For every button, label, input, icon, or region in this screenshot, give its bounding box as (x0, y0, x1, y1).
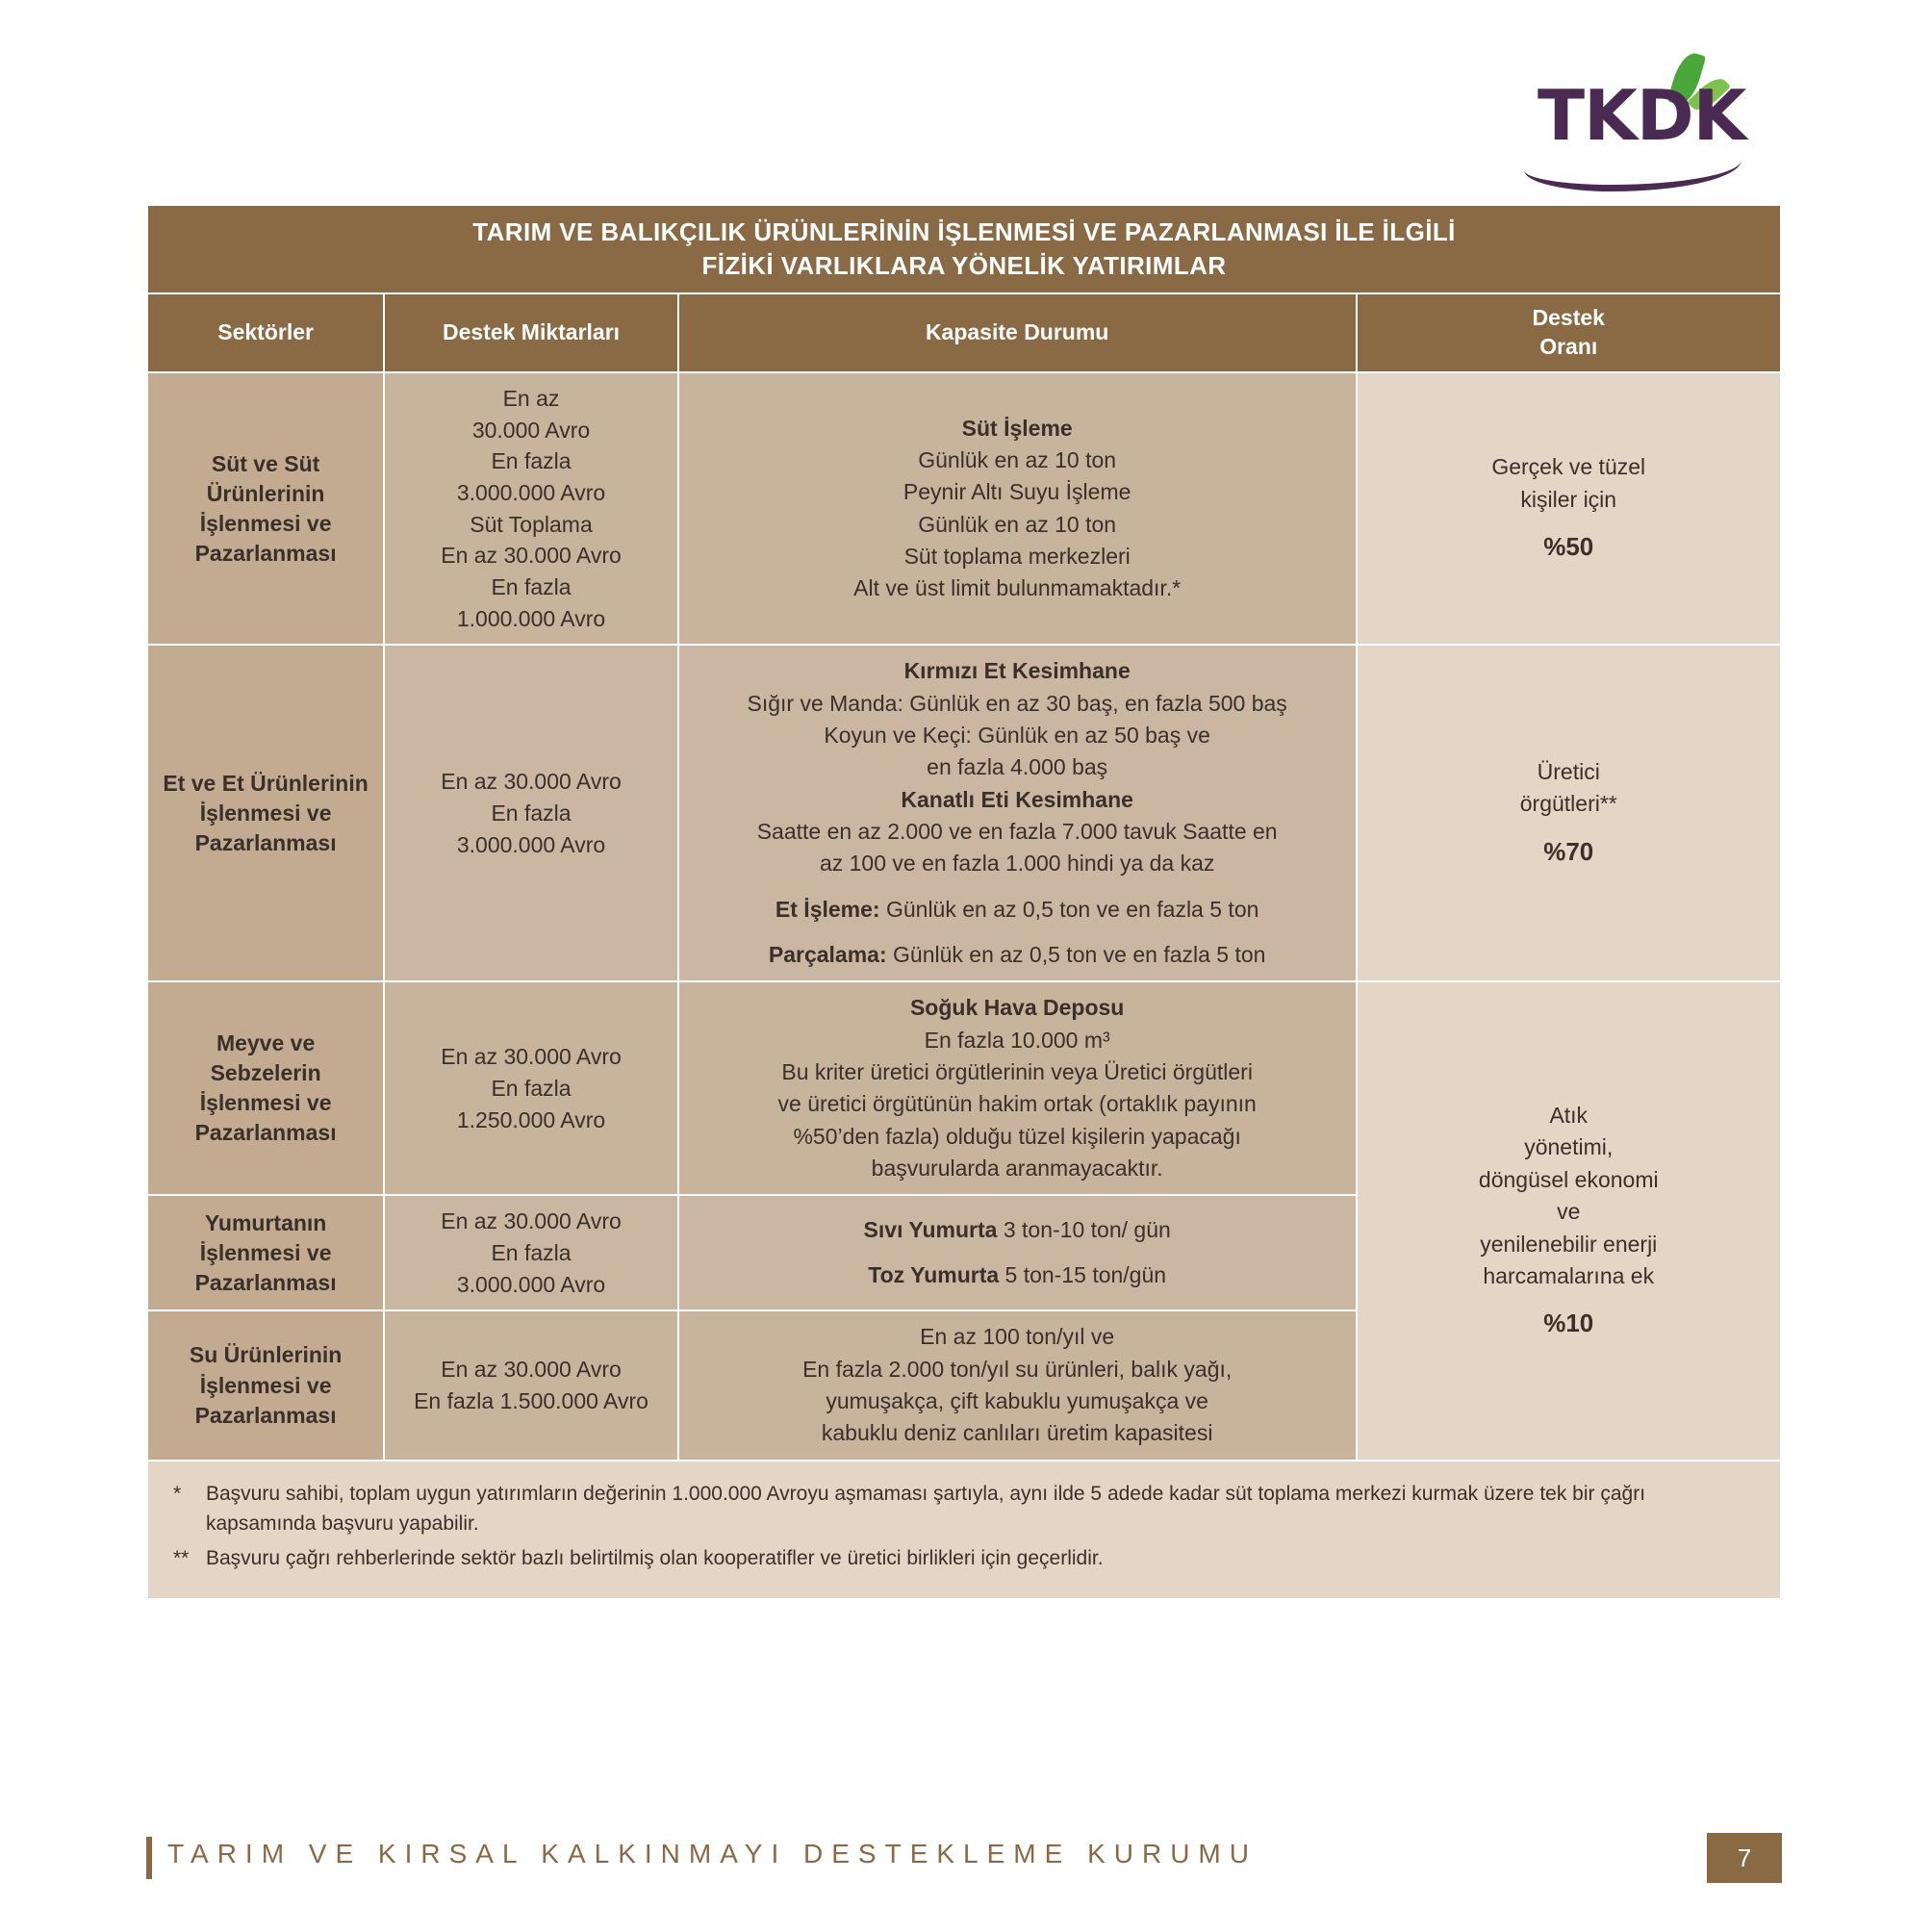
capacity-item-text: Günlük en az 0,5 ton ve en fazla 5 ton (886, 941, 1266, 967)
capacity-item-text: Günlük en az 0,5 ton ve en fazla 5 ton (879, 896, 1259, 922)
row-sector-fruit-veg: Meyve ve Sebzelerin İşlenmesi ve Pazarlanması (147, 981, 384, 1195)
amount-line: En fazla (491, 1076, 572, 1102)
table-title (147, 205, 1781, 293)
capacity-line: kabuklu deniz canlıları üretim kapasitesi (821, 1420, 1213, 1446)
footnote-text: Başvuru çağrı rehberlerinde sektör bazlı belirtilmiş olan kooperatifler ve üretici birlikleri için geçerlidir. (206, 1546, 1104, 1569)
footer-organization: TARIM VE KIRSAL KALKINMAYI DESTEKLEME KURUMU (167, 1839, 1258, 1868)
tkdk-logo (1530, 46, 1761, 181)
capacity-heading: Soğuk Hava Deposu (909, 995, 1125, 1021)
footnote-marker: ** (173, 1546, 190, 1569)
rate-value-70: %70 (1543, 836, 1594, 866)
amount-line: 3.000.000 Avro (456, 479, 606, 505)
row-amount-egg (384, 1195, 678, 1310)
footnote-item (173, 1479, 1755, 1539)
rate-line: Üretici (1537, 759, 1600, 785)
capacity-item-text: 3 ton-10 ton/ gün (997, 1217, 1171, 1243)
amount-line: Süt Toplama (470, 511, 593, 537)
capacity-line: başvurularda aranmayacaktır. (871, 1156, 1163, 1182)
rate-block-real-persons (1357, 372, 1782, 645)
capacity-heading: Kırmızı Et Kesimhane (903, 658, 1131, 684)
capacity-line: Bu kriter üretici örgütlerinin veya Üretici örgütleri (781, 1059, 1253, 1084)
amount-line: En fazla 1.500.000 Avro (414, 1388, 648, 1414)
capacity-line: Peynir Altı Suyu İşleme (902, 479, 1131, 505)
row-sector-meat: Et ve Et Ürünlerinin İşlenmesi ve Pazarlanması (147, 645, 384, 981)
table-footnotes (146, 1462, 1782, 1601)
row-capacity-fruit-veg (678, 981, 1357, 1195)
rate-line: kişiler için (1520, 486, 1617, 512)
capacity-line: Saatte en az 2.000 ve en fazla 7.000 tavuk Saatte en (756, 818, 1278, 844)
table-title-line2: FİZİKİ VARLIKLARA YÖNELİK YATIRIMLAR (701, 251, 1227, 281)
logo-wordmark: TKDK (1538, 75, 1746, 156)
capacity-line: En az 100 ton/yıl ve (920, 1324, 1115, 1350)
amount-line: 3.000.000 Avro (456, 1271, 606, 1297)
table-row (147, 645, 1781, 981)
amount-line: 3.000.000 Avro (456, 831, 606, 857)
column-header-sector: Sektörler (147, 293, 384, 372)
rate-value-10: %10 (1543, 1309, 1594, 1338)
rate-line: yenilenebilir enerji (1480, 1231, 1658, 1257)
amount-line: En az 30.000 Avro (441, 1044, 622, 1070)
capacity-line: yumuşakça, çift kabuklu yumuşakça ve (826, 1388, 1208, 1414)
page-footer (146, 1833, 1782, 1885)
capacity-line: Günlük en az 10 ton (918, 446, 1117, 472)
amount-line: 1.250.000 Avro (456, 1106, 606, 1132)
capacity-item-text: 5 ton-15 ton/gün (999, 1262, 1167, 1288)
footer-accent-bar (146, 1837, 152, 1879)
row-sector-fishery: Su Ürünlerinin İşlenmesi ve Pazarlanması (147, 1310, 384, 1460)
capacity-line: En fazla 10.000 m³ (924, 1027, 1110, 1053)
rate-line: yönetimi, (1524, 1134, 1614, 1160)
row-capacity-milk (678, 372, 1357, 645)
capacity-line: en fazla 4.000 baş (927, 754, 1108, 780)
capacity-heading: Kanatlı Eti Kesimhane (901, 786, 1133, 812)
row-capacity-egg (678, 1195, 1357, 1310)
table-title-line1: TARIM VE BALIKÇILIK ÜRÜNLERİNİN İŞLENMESİ VE PAZARLANMASI İLE İLGİLİ (472, 217, 1456, 246)
capacity-line: %50’den fazla) olduğu tüzel kişilerin yapacağı (793, 1123, 1241, 1149)
rate-line: Atık (1549, 1103, 1589, 1129)
column-header-rate (1357, 293, 1782, 372)
capacity-heading: Süt İşleme (961, 415, 1073, 441)
row-capacity-fishery (678, 1310, 1357, 1460)
rate-line: döngüsel ekonomi (1478, 1166, 1659, 1192)
footnote-marker: * (173, 1482, 182, 1505)
capacity-item-label: Toz Yumurta (868, 1262, 1000, 1288)
amount-line: En az 30.000 Avro (441, 1208, 622, 1234)
amount-line: En fazla (491, 1240, 572, 1266)
column-header-rate-line2: Oranı (1539, 334, 1598, 360)
table-row (147, 372, 1781, 645)
table-row (147, 981, 1781, 1195)
row-sector-milk: Süt ve Süt Ürünlerinin İşlenmesi ve Pazarlanması (147, 372, 384, 645)
capacity-line: Koyun ve Keçi: Günlük en az 50 baş ve (824, 722, 1210, 748)
logo-swoosh-icon (1524, 139, 1741, 191)
page-number: 7 (1707, 1833, 1782, 1883)
rate-value-50: %50 (1543, 532, 1594, 562)
rate-line: örgütleri** (1519, 791, 1617, 817)
footnote-item (173, 1543, 1755, 1574)
support-table-container (146, 204, 1782, 1600)
row-amount-milk (384, 372, 678, 645)
column-header-rate-line1: Destek (1532, 305, 1605, 331)
amount-line: 1.000.000 Avro (456, 605, 606, 631)
row-amount-fruit-veg (384, 981, 678, 1195)
capacity-line: En fazla 2.000 ton/yıl su ürünleri, balık yağı, (802, 1356, 1233, 1382)
amount-line: En fazla (491, 448, 572, 474)
capacity-line: az 100 ve en fazla 1.000 hindi ya da kaz (819, 851, 1215, 877)
amount-line: En az 30.000 Avro (441, 543, 622, 569)
amount-line: 30.000 Avro (471, 417, 591, 443)
capacity-line: Sığır ve Manda: Günlük en az 30 baş, en fazla 500 baş (747, 690, 1287, 716)
row-capacity-meat (678, 645, 1357, 981)
capacity-item-label: Sıvı Yumurta (863, 1217, 998, 1243)
rate-block-extra-10 (1357, 981, 1782, 1460)
footnote-text: Başvuru sahibi, toplam uygun yatırımların değerinin 1.000.000 Avroyu aşmaması şartıyla, aynı ilde 5 adede kadar süt toplama merkezi kurmak üzere tek bir çağrı kapsamında başvuru yapabilir. (206, 1482, 1646, 1536)
column-header-amount: Destek Miktarları (384, 293, 678, 372)
rate-line: harcamalarına ek (1483, 1262, 1655, 1288)
capacity-line: ve üretici örgütünün hakim ortak (ortaklık payının (777, 1091, 1257, 1117)
amount-line: En fazla (491, 800, 572, 826)
amount-line: En az (502, 385, 560, 411)
capacity-line: Süt toplama merkezleri (903, 543, 1131, 569)
row-sector-egg: Yumurtanın İşlenmesi ve Pazarlanması (147, 1195, 384, 1310)
amount-line: En az 30.000 Avro (441, 1357, 622, 1383)
rate-line: Gerçek ve tüzel (1491, 454, 1646, 480)
row-amount-fishery (384, 1310, 678, 1460)
capacity-item-label: Parçalama: (768, 941, 887, 967)
capacity-item-label: Et İşleme: (775, 896, 880, 922)
row-amount-meat (384, 645, 678, 981)
amount-line: En az 30.000 Avro (441, 769, 622, 795)
column-header-capacity: Kapasite Durumu (678, 293, 1357, 372)
capacity-line: Alt ve üst limit bulunmamaktadır.* (853, 575, 1182, 601)
rate-line: ve (1557, 1199, 1581, 1225)
support-table (146, 204, 1782, 1462)
rate-block-producer-orgs (1357, 645, 1782, 981)
capacity-line: Günlük en az 10 ton (918, 511, 1117, 537)
amount-line: En fazla (491, 573, 572, 599)
